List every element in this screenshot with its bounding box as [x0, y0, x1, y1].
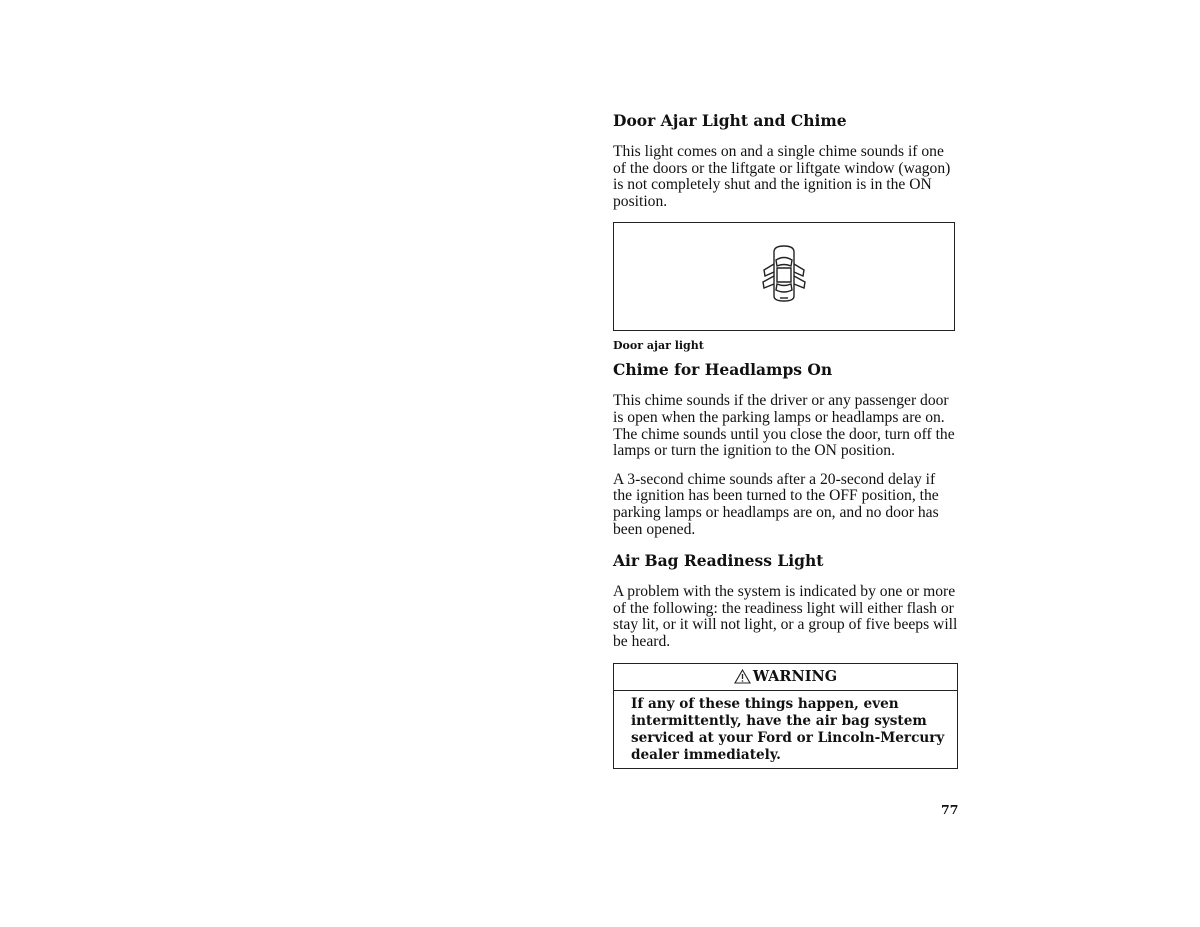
warning-header — [614, 664, 957, 691]
door-ajar-figure — [613, 222, 955, 331]
page-number: 77 — [941, 802, 959, 817]
door-ajar-paragraph: This light comes on and a single chime sounds if one of the doors or the liftgate or liftgate window (wagon) is not completely shut and the ignition is in the ON position. — [613, 143, 951, 210]
warning-triangle-icon — [734, 669, 751, 684]
air-bag-paragraph: A problem with the system is indicated by one or more of the following: the readiness light will either flash or stay lit, or it will not light, or a group of five beeps will be heard. — [613, 583, 958, 650]
section-heading-door-ajar: Door Ajar Light and Chime — [613, 111, 847, 130]
section-heading-headlamps: Chime for Headlamps On — [613, 360, 833, 380]
warning-box — [613, 663, 958, 769]
figure-caption: Door ajar light — [613, 339, 704, 353]
door-ajar-car-icon — [756, 244, 812, 304]
section-heading-air-bag: Air Bag Readiness Light — [613, 551, 824, 571]
warning-text: If any of these things happen, even intermittently, have the air bag system serviced at your Ford or Lincoln-Mercury dealer immediately. — [631, 695, 945, 763]
headlamps-paragraph-1: This chime sounds if the driver or any passenger door is open when the parking lamps or headlamps are on. The chime sounds until you close the door, turn off the lamps or turn the ignition to the ON position. — [613, 392, 955, 460]
warning-title: WARNING — [752, 668, 838, 685]
page-column — [613, 110, 958, 769]
headlamps-paragraph-2: A 3-second chime sounds after a 20-second delay if the ignition has been turned to the OFF position, the parking lamps or headlamps are on, and no door has been opened. — [613, 470, 939, 538]
